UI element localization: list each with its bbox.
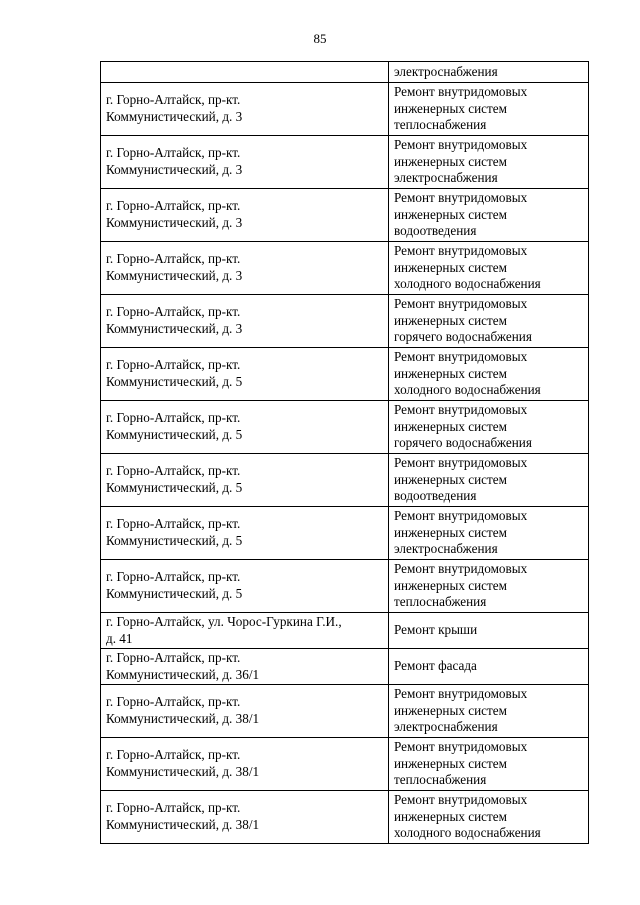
page-number: 85 <box>313 31 327 46</box>
address-cell: г. Горно-Алтайск, пр-кт. Коммунистический, д. 3 <box>101 189 389 242</box>
table-row <box>101 242 589 295</box>
address-cell: г. Горно-Алтайск, пр-кт. Коммунистический, д. 5 <box>101 454 389 507</box>
works-table <box>100 61 589 844</box>
address-cell: г. Горно-Алтайск, пр-кт. Коммунистический, д. 38/1 <box>101 738 389 791</box>
table-row <box>101 348 589 401</box>
address-cell: г. Горно-Алтайск, пр-кт. Коммунистический, д. 3 <box>101 83 389 136</box>
work-type-cell: Ремонт внутридомовых инженерных систем горячего водоснабжения <box>389 401 589 454</box>
work-type-cell: Ремонт внутридомовых инженерных систем теплоснабжения <box>389 560 589 613</box>
table-row <box>101 189 589 242</box>
work-type-cell: Ремонт внутридомовых инженерных систем холодного водоснабжения <box>389 348 589 401</box>
address-cell: г. Горно-Алтайск, пр-кт. Коммунистический, д. 36/1 <box>101 649 389 685</box>
address-cell: г. Горно-Алтайск, пр-кт. Коммунистический, д. 5 <box>101 507 389 560</box>
table-row <box>101 738 589 791</box>
work-type-cell: Ремонт фасада <box>389 649 589 685</box>
work-type-cell: Ремонт крыши <box>389 613 589 649</box>
table-row <box>101 507 589 560</box>
address-cell: г. Горно-Алтайск, пр-кт. Коммунистический, д. 38/1 <box>101 685 389 738</box>
address-cell: г. Горно-Алтайск, пр-кт. Коммунистический, д. 3 <box>101 136 389 189</box>
address-cell: г. Горно-Алтайск, пр-кт. Коммунистический, д. 5 <box>101 348 389 401</box>
table-row <box>101 62 589 83</box>
work-type-cell: Ремонт внутридомовых инженерных систем горячего водоснабжения <box>389 295 589 348</box>
address-cell <box>101 62 389 83</box>
address-cell: г. Горно-Алтайск, пр-кт. Коммунистический, д. 5 <box>101 560 389 613</box>
table-row <box>101 83 589 136</box>
work-type-cell: Ремонт внутридомовых инженерных систем теплоснабжения <box>389 83 589 136</box>
address-cell: г. Горно-Алтайск, пр-кт. Коммунистический, д. 3 <box>101 295 389 348</box>
address-cell: г. Горно-Алтайск, пр-кт. Коммунистический, д. 38/1 <box>101 791 389 844</box>
work-type-cell: Ремонт внутридомовых инженерных систем водоотведения <box>389 454 589 507</box>
work-type-cell: Ремонт внутридомовых инженерных систем холодного водоснабжения <box>389 791 589 844</box>
work-type-cell: Ремонт внутридомовых инженерных систем электроснабжения <box>389 136 589 189</box>
table-row <box>101 685 589 738</box>
work-type-cell: Ремонт внутридомовых инженерных систем теплоснабжения <box>389 738 589 791</box>
table-row <box>101 649 589 685</box>
address-cell: г. Горно-Алтайск, ул. Чорос-Гуркина Г.И., д. 41 <box>101 613 389 649</box>
work-type-cell: Ремонт внутридомовых инженерных систем электроснабжения <box>389 507 589 560</box>
work-type-cell: Ремонт внутридомовых инженерных систем электроснабжения <box>389 685 589 738</box>
table-row <box>101 560 589 613</box>
table-row <box>101 791 589 844</box>
table-row <box>101 136 589 189</box>
table-row <box>101 454 589 507</box>
work-type-cell: Ремонт внутридомовых инженерных систем холодного водоснабжения <box>389 242 589 295</box>
table-row <box>101 295 589 348</box>
work-type-cell: Ремонт внутридомовых инженерных систем водоотведения <box>389 189 589 242</box>
table-row <box>101 613 589 649</box>
address-cell: г. Горно-Алтайск, пр-кт. Коммунистический, д. 3 <box>101 242 389 295</box>
work-type-cell: электроснабжения <box>389 62 589 83</box>
address-cell: г. Горно-Алтайск, пр-кт. Коммунистический, д. 5 <box>101 401 389 454</box>
table-row <box>101 401 589 454</box>
